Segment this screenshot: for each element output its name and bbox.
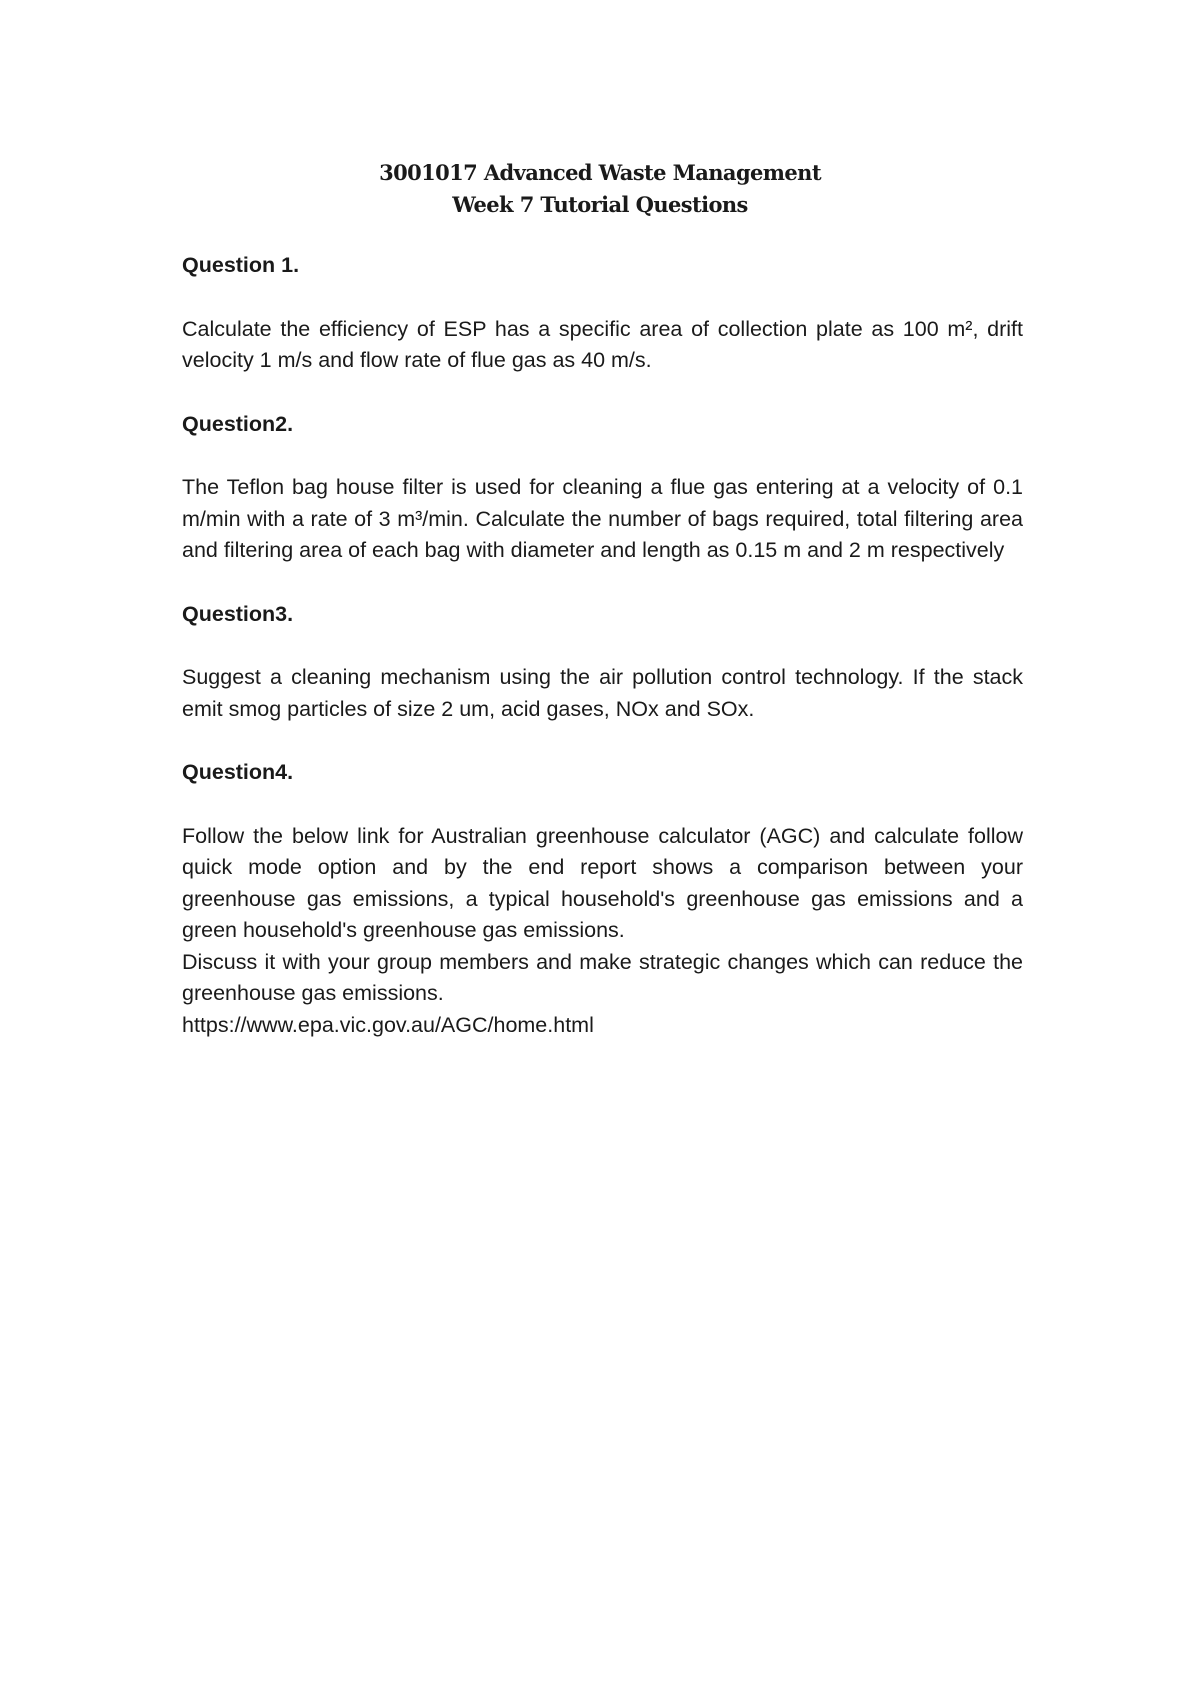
course-title: 3001017 Advanced Waste Management (379, 160, 821, 185)
question-heading: Question4. (182, 760, 294, 784)
question-text: Calculate the efficiency of ESP has a specific area of collection plate as 100 m², drift velocity 1 m/s and flow rate of flue gas as 40 m/s. (182, 316, 1023, 372)
question-2 (182, 409, 1023, 567)
question-text: Follow the below link for Australian greenhouse calculator (AGC) and calculate follow quick mode option and by the end report shows a comparison between your greenhouse gas emissions, a typical household's greenhouse gas emissions and a green household's greenhouse gas emissions. (182, 823, 1023, 942)
questions-section (182, 250, 1023, 1041)
question-3 (182, 599, 1023, 726)
question-1 (182, 250, 1023, 377)
question-heading: Question 1. (182, 253, 300, 277)
document-header (0, 157, 1200, 221)
question-heading: Question2. (182, 411, 294, 436)
agc-link[interactable]: https://www.epa.vic.gov.au/AGC/home.html (182, 1012, 594, 1037)
document-subtitle: Week 7 Tutorial Questions (452, 192, 748, 217)
question-text: The Teflon bag house filter is used for cleaning a flue gas entering at a velocity of 0.1 m/min with a rate of 3 m³/min. Calculate the number of bags required, total filtering area and filtering area of each bag with diameter and length as 0.15 m and 2 m respectively (182, 475, 1023, 562)
question-4 (182, 757, 1023, 1041)
question-text-continued: Discuss it with your group members and make strategic changes which can reduce the greenhouse gas emissions. (182, 949, 1023, 1005)
question-text: Suggest a cleaning mechanism using the air pollution control technology. If the stack emit smog particles of size 2 um, acid gases, NOx and SOx. (182, 665, 1023, 721)
question-heading: Question3. (182, 601, 294, 626)
